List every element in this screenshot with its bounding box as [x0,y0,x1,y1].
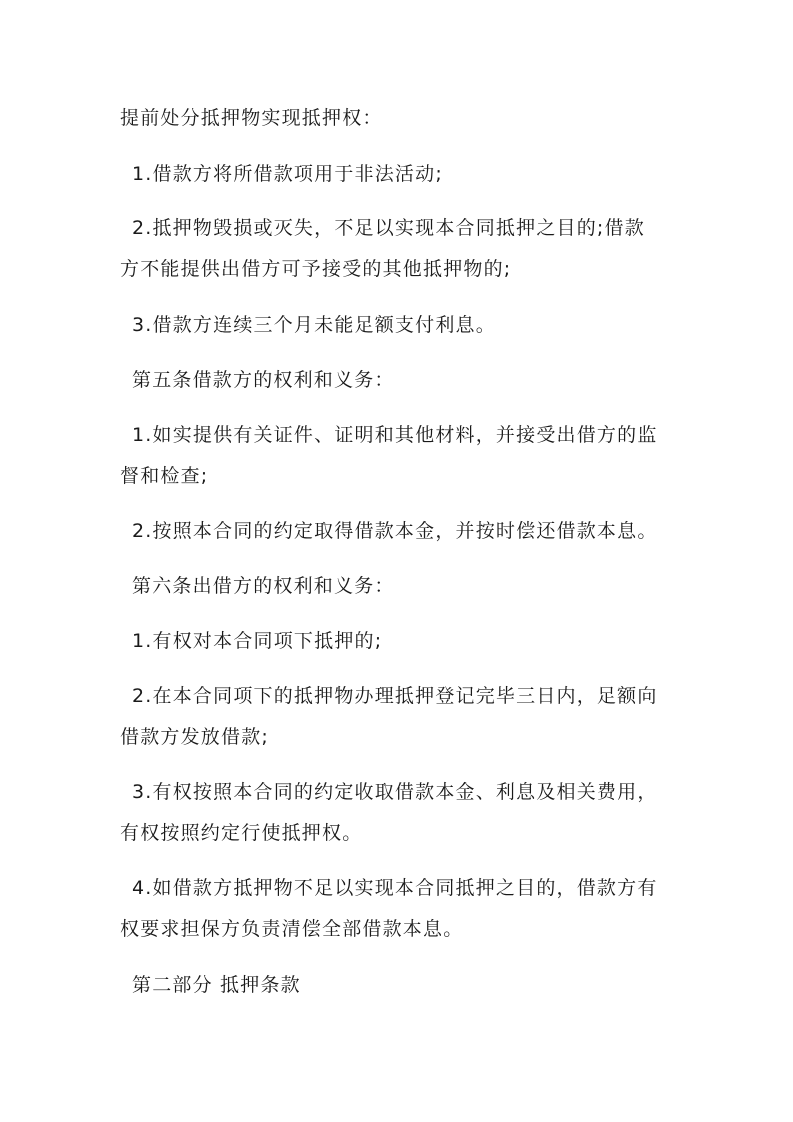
list-item: 1.借款方将所借款项用于非法活动; [132,163,443,185]
text-line: 督和检查; [120,465,209,487]
list-item: 4.如借款方抵押物不足以实现本合同抵押之目的，借款方有 [132,877,658,899]
text-line: 权要求担保方负责清偿全部借款本息。 [120,918,464,940]
text-line: 有权按照约定行使抵押权。 [120,822,363,844]
list-item: 1.如实提供有关证件、证明和其他材料，并接受出借方的监 [132,424,658,446]
section-heading: 第六条出借方的权利和义务： [132,575,395,597]
list-item: 3.借款方连续三个月未能足额支付利息。 [132,314,496,336]
text-line: 提前处分抵押物实现抵押权： [120,107,383,129]
list-item: 1.有权对本合同项下抵押的; [132,630,383,652]
text-line: 借款方发放借款; [120,726,270,748]
section-heading: 第五条借款方的权利和义务： [132,369,395,391]
text-line: 方不能提供出借方可予接受的其他抵押物的; [120,258,512,280]
list-item: 3.有权按照本合同的约定收取借款本金、利息及相关费用， [132,781,658,803]
list-item: 2.抵押物毁损或灭失，不足以实现本合同抵押之目的;借款 [132,217,645,239]
part-heading: 第二部分 抵押条款 [132,974,301,996]
list-item: 2.按照本合同的约定取得借款本金，并按时偿还借款本息。 [132,520,658,542]
list-item: 2.在本合同项下的抵押物办理抵押登记完毕三日内，足额向 [132,685,658,707]
